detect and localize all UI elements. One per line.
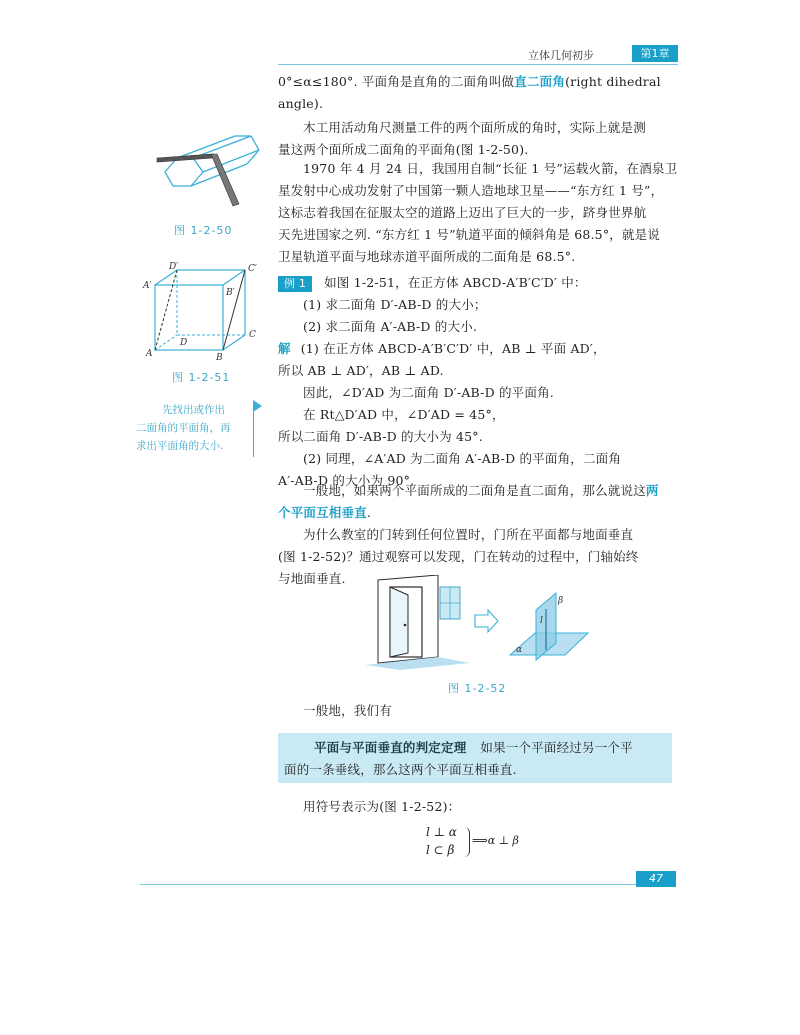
chapter-badge: 第1章	[632, 45, 678, 62]
footer-rule	[140, 884, 675, 885]
paragraph-2: 木工用活动角尺测量工件的两个面所成的角时，实际上就是测 量这两个面所成二面角的平面角(图 1-2-50).	[278, 120, 646, 157]
open-door	[390, 587, 408, 657]
label-beta: β	[558, 596, 564, 606]
page-number: 47	[636, 871, 676, 887]
arrow-icon	[475, 610, 498, 632]
cube-front-face	[155, 285, 223, 350]
label-l: l	[540, 616, 543, 626]
term-perpendicular-2: 个平面互相垂直	[278, 505, 367, 520]
term-perpendicular-1: 两	[645, 483, 659, 498]
figure-1-2-51	[140, 260, 265, 365]
label-A: A	[146, 349, 153, 359]
label-D-prime: D′	[169, 262, 179, 272]
fig50-caption: 图 1-2-50	[174, 224, 233, 237]
term-right-dihedral: 直二面角	[514, 74, 566, 89]
label-A-prime: A′	[143, 281, 152, 291]
label-alpha: α	[516, 645, 523, 655]
note-pointer-icon	[253, 400, 262, 412]
figure-1-2-50	[155, 130, 265, 215]
theorem-title: 平面与平面垂直的判定定理	[314, 740, 467, 755]
label-B: B	[216, 353, 223, 363]
solution-label: 解	[278, 341, 291, 356]
fig51-caption: 图 1-2-51	[172, 371, 231, 384]
example-1: 例 1 如图 1-2-51，在正方体 ABCD-A′B′C′D′ 中： (1) 求二面角 D′-AB-D 的大小； (2) 求二面角 A′-AB-D 的大小. 解 (1) 在正方体 ABCD-A′B′C′D′ 中，AB ⊥ 平面 AD′， 所以 AB ⊥ AD′，AB ⊥ AD. 因此，∠D′AD 为二面角 D′-AB-D 的平面角. 在 Rt△D′AD 中，∠D′AD = 45°， 所以二面角 D′-AB-D 的大小为 45°. (2) 同理，∠A′AD 为二面角 A′-AB-D 的平面角，二面角 A′-AB-D 的大小为 90°.	[278, 275, 622, 488]
definition-paragraph: 一般地，如果两个平面所成的二面角是直二面角，那么就说这两 个平面互相垂直.	[278, 483, 659, 520]
label-C-prime: C′	[248, 264, 257, 274]
fig52-caption: 图 1-2-52	[448, 682, 507, 695]
door-paragraph: 为什么教室的门转到任何位置时，门所在平面都与地面垂直 (图 1-2-52)？通过观察可以发现，门在转动的过程中，门轴始终 与地面垂直.	[278, 527, 639, 586]
label-B-prime: B′	[226, 288, 235, 298]
page-header	[520, 45, 678, 63]
chapter-title: 立体几何初步	[528, 49, 594, 62]
paragraph-3: 1970 年 4 月 24 日，我国用自制“长征 1 号”运载火箭，在酒泉卫 星发射中心成功发射了中国第一颗人造地球卫星——“东方红 1 号”， 这标志着我国在征服太空的道路上迈出了巨大的一步，跻身世界航 天先进国家之列. “东方红 1 号”轨道平面的倾斜角是 68.5°，就是说 卫星轨道平面与地球赤道平面所成的二面角是 68.5°.	[278, 161, 678, 264]
theorem-box: 平面与平面垂直的判定定理 如果一个平面经过另一个平 面的一条垂线，那么这两个平面互相垂直.	[278, 733, 672, 783]
angle-ruler-arm-2	[211, 154, 239, 206]
header-rule	[278, 64, 678, 65]
general-line: 一般地，我们有	[303, 703, 392, 718]
label-C: C	[249, 330, 256, 340]
prism-end-face	[165, 158, 203, 186]
figure-1-2-52	[360, 575, 590, 670]
margin-note: 先找出或作出 二面角的平面角，再 求出平面角的大小.	[136, 401, 254, 457]
label-D: D	[180, 338, 188, 348]
example-label: 例 1	[278, 276, 312, 292]
symbol-intro: 用符号表示为(图 1-2-52)：	[303, 799, 461, 814]
brace	[464, 827, 470, 857]
door-knob	[404, 624, 407, 627]
paragraph-1: 0°≤α≤180°. 平面角是直角的二面角叫做直二面角(right dihedral angle).	[278, 74, 661, 111]
symbol-statement: l ⊥ α l ⊂ β ⟹α ⊥ β	[426, 825, 519, 857]
